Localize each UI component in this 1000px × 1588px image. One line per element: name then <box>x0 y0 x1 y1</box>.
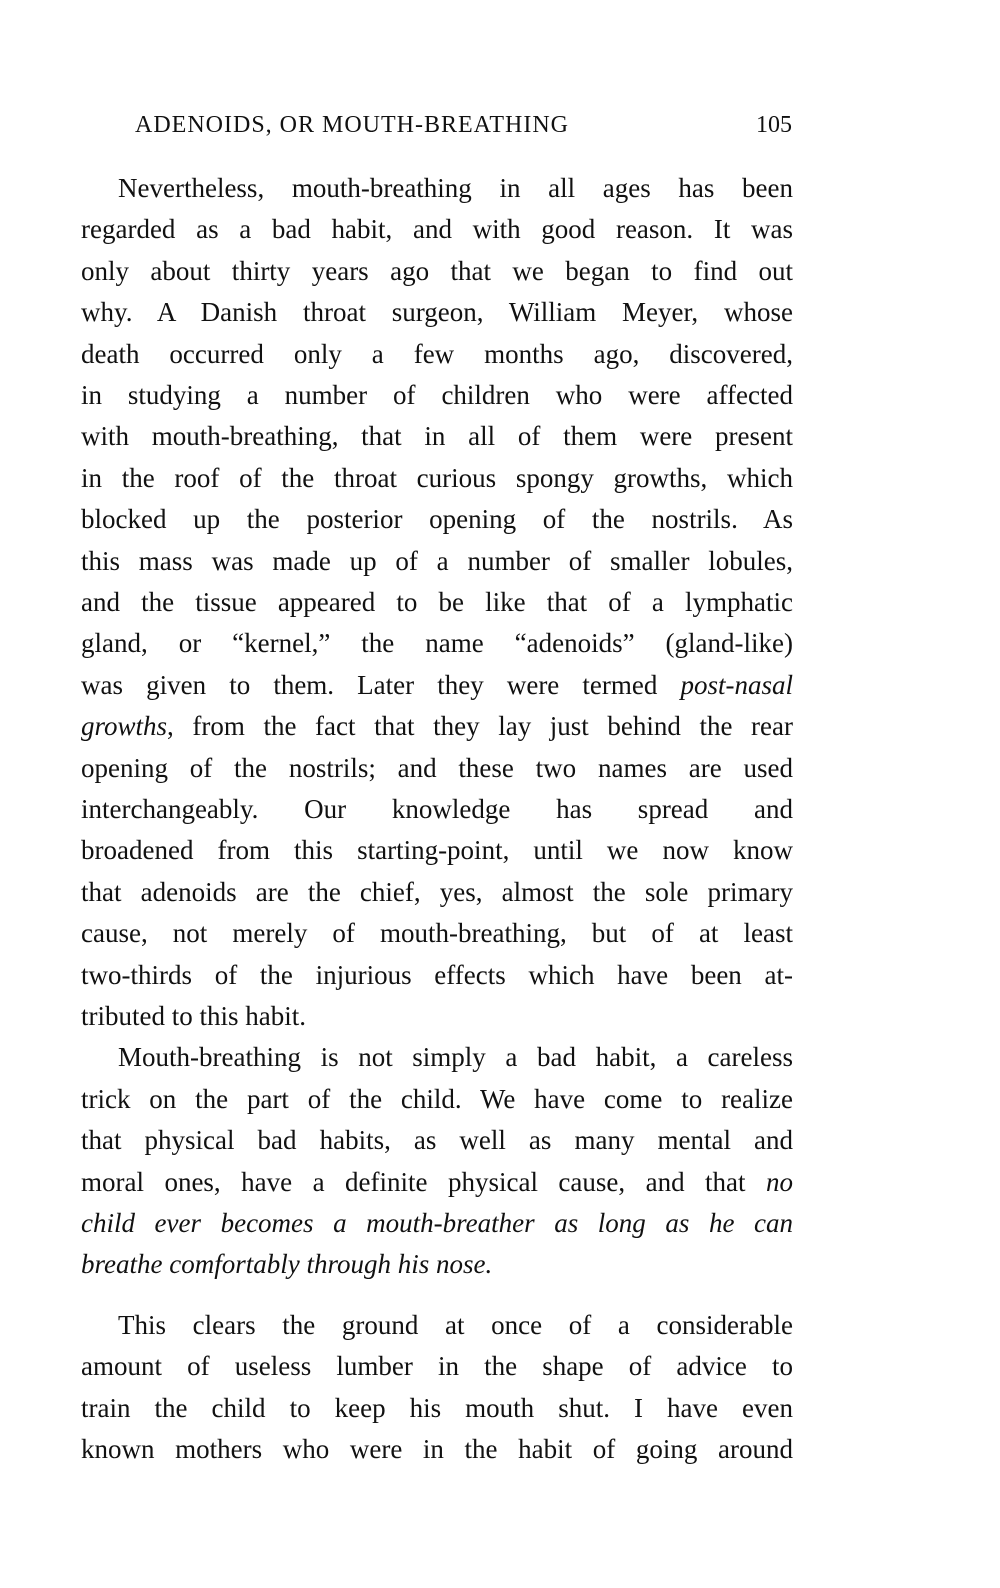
text-line <box>81 792 793 826</box>
text-segment: death occurred only a few months ago, discovered, <box>81 339 793 369</box>
italic-text: post-nasal <box>680 670 793 700</box>
text-line <box>81 1082 793 1116</box>
text-line <box>81 461 793 495</box>
text-line <box>81 1123 793 1157</box>
text-segment: train the child to keep his mouth shut. I have even <box>81 1393 793 1423</box>
text-segment: blocked up the posterior opening of the nostrils. As <box>81 504 793 534</box>
text-line <box>81 585 793 619</box>
text-segment: known mothers who were in the habit of going around <box>81 1434 793 1464</box>
text-line <box>81 1349 793 1383</box>
text-segment: this mass was made up of a number of smaller lobules, <box>81 546 793 576</box>
text-line <box>81 212 793 246</box>
text-line <box>81 1206 793 1240</box>
text-line <box>81 337 793 371</box>
text-line <box>81 1308 793 1342</box>
italic-text: breathe comfortably through his nose. <box>81 1249 493 1279</box>
text-line <box>81 668 793 702</box>
text-segment: cause, not merely of mouth-breathing, but of at least <box>81 918 793 948</box>
text-segment: regarded as a bad habit, and with good reason. It was <box>81 214 793 244</box>
text-line <box>81 751 793 785</box>
text-segment: two-thirds of the injurious effects which have been at- <box>81 960 793 990</box>
text-line <box>81 544 793 578</box>
text-segment: opening of the nostrils; and these two names are used <box>81 753 793 783</box>
running-head-title: ADENOIDS, OR MOUTH-BREATHING <box>135 112 569 138</box>
text-line <box>81 378 793 412</box>
text-segment: with mouth-breathing, that in all of them were present <box>81 421 793 451</box>
text-segment: gland, or “kernel,” the name “adenoids” (gland-like) <box>81 628 793 658</box>
text-line <box>81 709 793 743</box>
text-line <box>81 1432 793 1466</box>
text-segment: Nevertheless, mouth-breathing in all ages has been <box>118 173 793 203</box>
text-line <box>81 254 793 288</box>
text-segment: trick on the part of the child. We have come to realize <box>81 1084 793 1114</box>
text-line <box>81 999 793 1033</box>
text-line <box>81 875 793 909</box>
text-line <box>81 1165 793 1199</box>
text-segment: was given to them. Later they were termed <box>81 670 681 700</box>
text-segment: only about thirty years ago that we began to find out <box>81 256 793 286</box>
text-segment: Mouth-breathing is not simply a bad habit, a careless <box>118 1042 793 1072</box>
text-line <box>81 916 793 950</box>
text-segment: in studying a number of children who were affected <box>81 380 793 410</box>
italic-text: no <box>766 1167 793 1197</box>
text-line <box>81 958 793 992</box>
text-line <box>81 833 793 867</box>
text-segment: and the tissue appeared to be like that of a lymphatic <box>81 587 793 617</box>
text-segment: in the roof of the throat curious spongy growths, which <box>81 463 793 493</box>
text-segment: This clears the ground at once of a considerable <box>118 1310 793 1340</box>
text-segment: that physical bad habits, as well as many mental and <box>81 1125 793 1155</box>
text-line <box>81 1040 793 1074</box>
text-segment: tributed to this habit. <box>81 1001 306 1031</box>
text-segment: , from the fact that they lay just behind the rear <box>167 711 793 741</box>
page-number: 105 <box>756 112 792 138</box>
text-line <box>81 1247 793 1281</box>
text-line <box>81 419 793 453</box>
text-segment: broadened from this starting-point, until we now know <box>81 835 793 865</box>
text-segment: that adenoids are the chief, yes, almost the sole primary <box>81 877 793 907</box>
text-segment: interchangeably. Our knowledge has spread and <box>81 794 793 824</box>
running-head <box>135 112 792 144</box>
text-line <box>81 502 793 536</box>
text-line <box>81 626 793 660</box>
italic-text: growths <box>81 711 168 741</box>
text-segment: amount of useless lumber in the shape of advice to <box>81 1351 793 1381</box>
text-segment: why. A Danish throat surgeon, William Meyer, whose <box>81 297 793 327</box>
italic-text: child ever becomes a mouth-breather as long as he can <box>81 1208 793 1238</box>
text-line <box>81 171 793 205</box>
text-segment: moral ones, have a definite physical cause, and that <box>81 1167 766 1197</box>
text-line <box>81 1391 793 1425</box>
text-line <box>81 295 793 329</box>
